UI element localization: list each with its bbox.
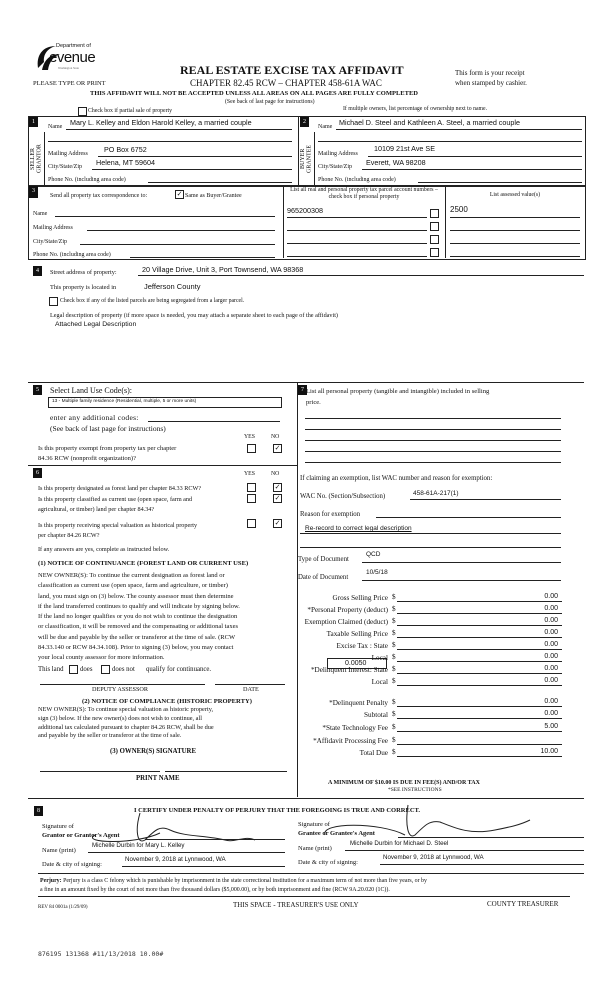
yes-header: YES <box>244 434 255 440</box>
buyer-label-divider <box>314 132 315 185</box>
personal-property-checkbox[interactable] <box>430 248 439 257</box>
tax-row-label: *Delinquent Interest: State <box>310 666 388 674</box>
currency-symbol: $ <box>392 677 396 685</box>
assessor-date-label: DATE <box>243 686 259 693</box>
tax-row-line <box>397 756 562 757</box>
seller-name[interactable]: Mary L. Kelley and Eldon Harold Kelley, a married couple <box>70 118 252 127</box>
s3-mailing-label: Mailing Address <box>33 225 73 231</box>
form-title: REAL ESTATE EXCISE TAX AFFIDAVIT <box>180 63 404 77</box>
tax-row-amount[interactable]: 0.00 <box>544 605 558 612</box>
seller-city[interactable]: Helena, MT 59604 <box>96 158 156 167</box>
s3-city-label: City/State/Zip <box>33 239 67 245</box>
no-header: NO <box>271 434 280 440</box>
tax-row-line <box>397 744 562 745</box>
multiple-owners-note: If multiple owners, list percentage of ownership next to name. <box>343 106 488 112</box>
wac-label: WAC No. (Section/Subsection) <box>300 493 386 500</box>
tax-row-label: Gross Selling Price <box>332 594 388 602</box>
notice-line: NEW OWNER(S): To continue special valuation as historic property, <box>38 706 214 713</box>
tax-row-label: Exemption Claimed (deduct) <box>304 618 388 626</box>
s3-name-label: Name <box>33 211 48 217</box>
no-header: NO <box>271 471 280 477</box>
section-8-number: 8 <box>34 806 43 816</box>
seller-phone-label: Phone No. (including area code) <box>48 177 126 183</box>
currency-symbol: $ <box>392 665 396 673</box>
perjury-line1: Perjury is a class C felony which is punishable by imprisonment in the state correctional institution for a maximum term of not more than five years, or by <box>63 878 427 884</box>
tax-row-label: Taxable Selling Price <box>326 630 388 638</box>
does-not-label: does not <box>112 666 135 673</box>
tax-row-amount[interactable]: 0.00 <box>544 665 558 672</box>
personal-property-checkbox[interactable] <box>430 235 439 244</box>
grantee-sig-label: Signature of <box>298 821 330 828</box>
buyer-name-label: Name <box>318 124 333 130</box>
forest-land-question: Is this property designated as forest land per chapter 84.33 RCW? <box>38 485 202 492</box>
forest-yes-checkbox[interactable] <box>247 483 256 492</box>
logo-sub: Washington State <box>58 66 80 70</box>
tax-row-label: *Delinquent Penalty <box>329 699 388 707</box>
local-rate: 0.0050 <box>345 660 367 667</box>
notice-continuance-body <box>38 571 240 664</box>
county-treasurer-label: COUNTY TREASURER <box>487 900 559 908</box>
grantor-sig-label: Signature of <box>42 823 74 830</box>
located-label: This property is located in <box>50 284 117 291</box>
buyer-mailing-label: Mailing Address <box>318 151 358 157</box>
currency-symbol: $ <box>392 617 396 625</box>
exemption-label: If claiming an exemption, list WAC number and reason for exemption: <box>300 475 493 482</box>
s3-phone-label: Phone No. (including area code) <box>33 252 111 258</box>
chapter-line: CHAPTER 82.45 RCW – CHAPTER 458-61A WAC <box>190 78 382 88</box>
does-qualify-checkbox[interactable] <box>69 665 78 674</box>
currency-symbol: $ <box>392 653 396 661</box>
grantee-date[interactable]: November 9, 2018 at Lynnwood, WA <box>383 854 484 861</box>
tax-row-line <box>397 625 562 626</box>
see-back-line: (See back of last page for instructions) <box>225 99 315 105</box>
perjury-line2: a fine in an amount fixed by the court of not more than five thousand dollars ($5,000.00), or by both imprisonment and fine (RCW 9A.20.020 (1C)). <box>40 887 390 893</box>
currency-symbol: $ <box>392 641 396 649</box>
wac-number[interactable]: 458-61A-217(1) <box>413 490 459 497</box>
buyer-mailing[interactable]: 10109 21st Ave SE <box>374 144 436 153</box>
tax-row-line <box>397 661 562 662</box>
revenue-logo <box>34 42 104 74</box>
tax-row-line <box>397 673 562 674</box>
land-use-code: 13 - Multiple family residence (Residential, multiple, 5 or more units) <box>52 399 197 404</box>
doc-date-label: Date of Document <box>298 574 349 581</box>
tax-row-amount[interactable]: 0.00 <box>544 617 558 624</box>
section-5-number: 5 <box>33 385 42 395</box>
print-name-label: PRINT NAME <box>136 775 180 782</box>
notice-line: classification as current use (open space, farm and agriculture, or timber) <box>38 582 228 590</box>
tax-row-amount[interactable]: 10.00 <box>540 748 558 755</box>
minimum-due-note: A MINIMUM OF $10.00 IS DUE IN FEE(S) AND/OR TAX <box>328 780 480 786</box>
tax-row-line <box>397 685 562 686</box>
tax-row-amount[interactable]: 0.00 <box>544 677 558 684</box>
seller-name-label: Name <box>48 124 63 130</box>
doc-type[interactable]: QCD <box>366 551 381 558</box>
tax-row-amount[interactable]: 0.00 <box>544 653 558 660</box>
notice-line: if the land transferred continues to qualify and will indicate by signing below. <box>38 602 240 610</box>
currency-symbol: $ <box>392 593 396 601</box>
partial-sale-label: Check box if partial sale of property <box>88 108 173 114</box>
grantor-name-label: Name (print) <box>42 847 76 854</box>
current-use-yes-checkbox[interactable] <box>247 494 256 503</box>
buyer-city[interactable]: Everett, WA 98208 <box>366 158 426 167</box>
grantee-name-label: Name (print) <box>298 845 332 852</box>
historic-no-checkbox[interactable]: ✓ <box>274 519 281 527</box>
land-use-see-back: (See back of last page for instructions) <box>50 424 166 433</box>
tax-row-line <box>397 601 562 602</box>
tax-row-label: Subtotal <box>364 711 388 719</box>
street-address[interactable]: 20 Village Drive, Unit 3, Port Townsend, WA 98368 <box>142 265 304 274</box>
tax-row-label: *State Technology Fee <box>322 724 388 732</box>
same-as-buyer-label: Same as Buyer/Grantee <box>185 193 242 199</box>
tax-row-line <box>397 706 562 707</box>
notice-line: or classification, it will be removed and the compensating or additional taxes <box>38 623 238 631</box>
reason-label: Reason for exemption <box>300 511 361 518</box>
section-2-number: 2 <box>300 117 309 127</box>
tax-row-label: Local <box>371 678 388 686</box>
receipt-line2: when stamped by cashier. <box>455 79 527 87</box>
seller-mailing-label: Mailing Address <box>48 151 88 157</box>
currency-symbol: $ <box>392 710 396 718</box>
seller-city-label: City/State/Zip <box>48 164 82 170</box>
certify-statement: I CERTIFY UNDER PENALTY OF PERJURY THAT THE FOREGOING IS TRUE AND CORRECT. <box>134 807 421 814</box>
section-1-number: 1 <box>29 117 38 127</box>
legal-description[interactable]: Attached Legal Description <box>55 321 137 328</box>
current-use-no-checkbox[interactable]: ✓ <box>274 494 281 502</box>
section-6-number: 6 <box>33 468 42 478</box>
doc-date[interactable]: 10/5/18 <box>366 569 388 576</box>
tax-row-label: *Affidavit Processing Fee <box>313 737 388 745</box>
deputy-assessor-label: DEPUTY ASSESSOR <box>92 686 148 693</box>
seller-mailing[interactable]: PO Box 6752 <box>104 145 147 154</box>
tax-row-line <box>397 649 562 650</box>
tax-row-amount[interactable]: 0.00 <box>544 629 558 636</box>
current-use-question: Is this property classified as current use (open space, farm and <box>38 496 193 503</box>
this-land-label: This land <box>38 666 64 673</box>
notice-continuance-title: (1) NOTICE OF CONTINUANCE (FOREST LAND OR CURRENT USE) <box>38 560 249 567</box>
tax-row-line <box>397 613 562 614</box>
qualify-label: qualify for continuance. <box>146 666 212 673</box>
tax-row-amount[interactable]: 5.00 <box>544 723 558 730</box>
seller-label-divider <box>44 132 45 185</box>
buyer-city-label: City/State/Zip <box>318 164 352 170</box>
logo-word: evenue <box>49 49 96 66</box>
exempt-question-2: 84.36 RCW (nonprofit organization)? <box>38 455 136 462</box>
street-label: Street address of property: <box>50 269 117 276</box>
tax-row-label: *Personal Property (deduct) <box>307 606 388 614</box>
owner-signature-label: (3) OWNER(S) SIGNATURE <box>110 748 196 755</box>
grantor-date[interactable]: November 9, 2018 at Lynnwood, WA <box>125 856 226 863</box>
additional-codes-label: enter any additional codes: <box>50 413 139 422</box>
does-not-qualify-checkbox[interactable] <box>101 665 110 674</box>
notice-line: NEW OWNER(S): To continue the current designation as forest land or <box>38 572 225 579</box>
notice-line: land, you must sign on (3) below. The county assessor must then determine <box>38 592 234 600</box>
buyer-phone-label: Phone No. (including area code) <box>318 177 396 183</box>
receipt-line1: This form is your receipt <box>455 69 525 77</box>
perjury-notice <box>40 877 585 895</box>
currency-symbol: $ <box>392 736 396 744</box>
grantor-print-name[interactable]: Michelle Durbin for Mary L. Kelley <box>92 842 185 849</box>
tax-row-line <box>397 637 562 638</box>
tax-row-amount[interactable]: 0.00 <box>544 698 558 705</box>
same-as-buyer-checkbox[interactable]: ✓ <box>176 190 183 198</box>
buyer-side-label: BUYER GRANTEE <box>300 145 313 173</box>
section-7-number: 7 <box>298 385 307 395</box>
doc-type-label: Type of Document <box>298 556 349 563</box>
historic-question: Is this property receiving special valuation as historical property <box>38 522 198 529</box>
notice-line: will be due and payable by the seller or transferor at the time of sale. (RCW <box>38 633 236 641</box>
tax-row-label: Total Due <box>359 749 388 757</box>
parcel-header: List all real and personal property tax parcel account numbers – check box if personal property <box>290 187 438 201</box>
notice-compliance-body <box>38 706 214 741</box>
please-type: PLEASE TYPE OR PRINT <box>33 80 106 87</box>
send-correspondence-label: Send all property tax correspondence to: <box>50 193 148 199</box>
section-4-number: 4 <box>33 266 42 276</box>
grantor-sig-label-2: Grantor or Grantor's Agent <box>42 832 120 839</box>
notice-line: If the land no longer qualifies or you do not wish to continue the designation <box>38 613 238 621</box>
notice-line: additional tax calculated pursuant to chapter 84.26 RCW, shall be due <box>38 723 214 731</box>
personal-property-label-2: price. <box>306 399 321 406</box>
land-use-select[interactable] <box>48 397 282 408</box>
yes-header: YES <box>244 471 255 477</box>
historic-yes-checkbox[interactable] <box>247 519 256 528</box>
does-label: does <box>80 666 93 673</box>
notice-line: 84.33.140 or RCW 84.34.108). Prior to signing (3) below, you may contact <box>38 644 234 652</box>
if-yes-note: If any answers are yes, complete as instructed below. <box>38 546 170 553</box>
county[interactable]: Jefferson County <box>144 282 201 291</box>
current-use-question-2: agricultural, or timber) land per chapter 84.34? <box>38 506 155 513</box>
personal-property-checkbox[interactable] <box>430 209 439 218</box>
notice-compliance-title: (2) NOTICE OF COMPLIANCE (HISTORIC PROPERTY) <box>82 698 252 705</box>
warning-line: THIS AFFIDAVIT WILL NOT BE ACCEPTED UNLESS ALL AREAS ON ALL PAGES ARE FULLY COMPLETED <box>90 90 418 97</box>
parties-divider <box>298 116 299 185</box>
tax-row-amount[interactable]: 0.00 <box>544 641 558 648</box>
parcel-number[interactable]: 965200308 <box>287 206 323 215</box>
exempt-no-checkbox[interactable]: ✓ <box>274 444 281 452</box>
revision-label: REV 84 0001a (1/29/09) <box>38 905 88 910</box>
value-header: List assessed value(s) <box>489 192 541 198</box>
personal-property-checkbox[interactable] <box>430 222 439 231</box>
tax-row-amount[interactable]: 0.00 <box>544 593 558 600</box>
buyer-name[interactable]: Michael D. Steel and Kathleen A. Steel, a married couple <box>339 118 520 127</box>
perjury-label: Perjury: <box>40 878 62 884</box>
assessed-value[interactable]: 2500 <box>450 205 468 214</box>
segregated-checkbox[interactable] <box>49 297 58 306</box>
grantor-date-label: Date & city of signing: <box>42 861 102 868</box>
tax-row-amount[interactable]: 0.00 <box>544 710 558 717</box>
seller-side-label: SELLER GRANTOR <box>30 144 43 174</box>
cashier-stamp: 876195 131368 #11/13/2018 10.00# <box>38 950 164 958</box>
tax-row-label: Excise Tax : State <box>336 642 388 650</box>
see-instructions-note: *SEE INSTRUCTIONS <box>388 787 442 793</box>
exempt-question: Is this property exempt from property tax per chapter <box>38 445 177 452</box>
grantee-date-label: Date & city of signing: <box>298 859 358 866</box>
notice-line: your local county assessor for more information. <box>38 654 165 662</box>
currency-symbol: $ <box>392 629 396 637</box>
land-use-label: Select Land Use Code(s): <box>50 386 132 395</box>
exempt-yes-checkbox[interactable] <box>247 444 256 453</box>
grantee-sig-label-2: Grantee or Grantee's Agent <box>298 830 375 837</box>
tax-row-label: Local <box>371 654 388 662</box>
logo-line1: Department of <box>56 43 91 49</box>
currency-symbol: $ <box>392 748 396 756</box>
personal-property-label: List all personal property (tangible and intangible) included in selling <box>306 388 490 395</box>
legal-label: Legal description of property (if more space is needed, you may attach a separate sheet to each page of the affidavit) <box>50 312 338 319</box>
notice-line: sign (3) below. If the new owner(s) does not wish to continue, all <box>38 714 202 722</box>
section-3-number: 3 <box>29 186 38 198</box>
currency-symbol: $ <box>392 723 396 731</box>
currency-symbol: $ <box>392 605 396 613</box>
grantee-signature <box>320 800 540 845</box>
notice-line: and payable by the seller or transferor at the time of sale. <box>38 732 182 740</box>
partial-sale-checkbox[interactable] <box>78 107 87 116</box>
tax-row-line <box>397 718 562 719</box>
currency-symbol: $ <box>392 698 396 706</box>
exemption-reason[interactable]: Re-record to correct legal description <box>305 525 412 532</box>
segregated-label: Check box if any of the listed parcels are being segregated from a larger parcel. <box>60 298 245 304</box>
tax-row-line <box>397 731 562 732</box>
grantee-print-name[interactable]: Michelle Durbin for Michael D. Steel <box>350 840 449 847</box>
historic-question-2: per chapter 84.26 RCW? <box>38 532 100 539</box>
forest-no-checkbox[interactable]: ✓ <box>274 483 281 491</box>
treasurer-use-label: THIS SPACE - TREASURER'S USE ONLY <box>233 901 359 909</box>
